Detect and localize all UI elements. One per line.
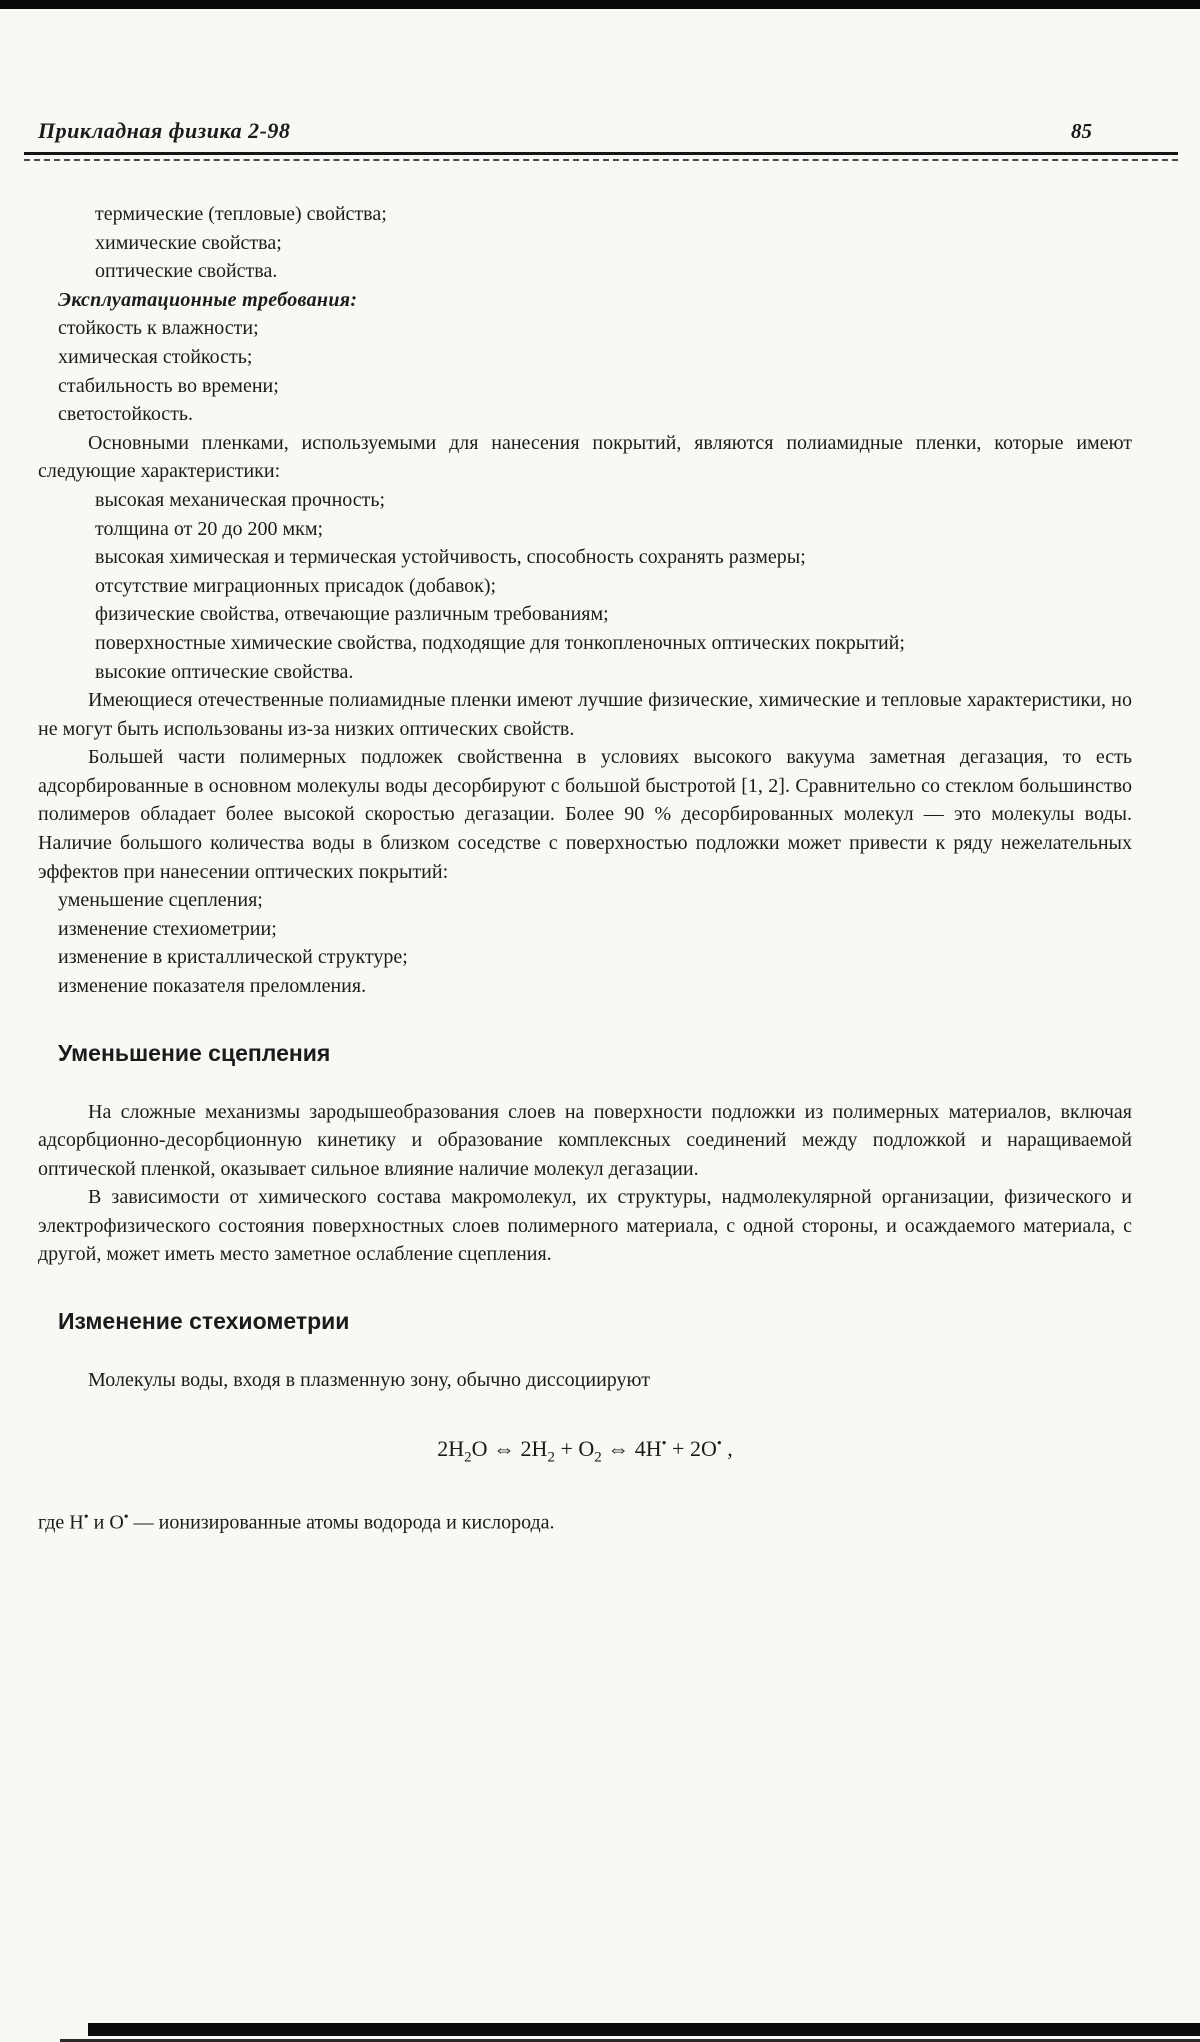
- text-run: O ⇔ 2H: [471, 1435, 548, 1461]
- sup-run: •: [716, 1436, 722, 1452]
- list-item: стабильность во времени;: [58, 374, 279, 397]
- text-run: — ионизированные атомы водорода и кислорода.: [128, 1512, 555, 1535]
- text-run: ,: [721, 1435, 733, 1461]
- paragraph: Молекулы воды, входя в плазменную зону, обычно диссоциируют: [88, 1368, 650, 1391]
- list-item: физические свойства, отвечающие различным требованиям;: [95, 603, 609, 626]
- list-item: уменьшение сцепления;: [58, 889, 263, 912]
- scan-artifact-bottom-bar: [88, 2023, 1200, 2036]
- list-item: изменение стехиометрии;: [58, 917, 277, 940]
- paragraph: Имеющиеся отечественные полиамидные пленки имеют лучшие физические, химические и тепловые характеристики, но не могут быть использованы из-за низких оптических свойств.: [38, 689, 1132, 740]
- list-item: толщина от 20 до 200 мкм;: [95, 517, 324, 540]
- list-item: поверхностные химические свойства, подходящие для тонкопленочных оптических покрытий;: [95, 631, 905, 654]
- list-item: оптические свойства.: [95, 260, 278, 283]
- section-heading: Изменение стехиометрии: [58, 1308, 350, 1335]
- paragraph: На сложные механизмы зародышеобразования слоев на поверхности подложки из полимерных материалов, включая адсорбционно-десорбционную кинетику и образование комплексных соединений между подложкой и наращиваемой оптической пленкой, оказывает сильное влияние наличие молекул дегазации.: [38, 1100, 1132, 1180]
- text-run: и O: [88, 1512, 124, 1535]
- page-number: 85: [1071, 119, 1092, 143]
- list-item: отсутствие миграционных присадок (добавок);: [95, 574, 497, 597]
- sup-run: •: [83, 1510, 89, 1526]
- page-header: [38, 118, 1132, 144]
- list-item: стойкость к влажности;: [58, 317, 259, 340]
- list-item: химическая стойкость;: [58, 345, 253, 368]
- list-item: светостойкость.: [58, 403, 194, 426]
- sup-run: •: [123, 1510, 129, 1526]
- text-run: + 2O: [666, 1435, 717, 1461]
- section-heading: Уменьшение сцепления: [58, 1039, 331, 1066]
- text-run: + O: [554, 1435, 595, 1461]
- sub-run: 2: [464, 1448, 472, 1465]
- paragraph: В зависимости от химического состава макромолекул, их структуры, надмолекулярной организации, физического и электрофизического состояния поверхностных слоев полимерного материала, с одной стороны, и осаждаемого материала, с другой, может иметь место заметное ослабление сцепления.: [38, 1186, 1132, 1266]
- scan-artifact-top-bar: [0, 0, 1200, 9]
- paragraph: Основными пленками, используемыми для нанесения покрытий, являются полиамидные пленки, которые имеют следующие характеристики:: [38, 431, 1132, 483]
- list-item: термические (тепловые) свойства;: [95, 203, 387, 225]
- list-item: химические свойства;: [95, 231, 282, 254]
- list-item: высокие оптические свойства.: [95, 660, 354, 683]
- header-rule-dashed: [24, 159, 1178, 161]
- paragraph: Большей части полимерных подложек свойственна в условиях высокого вакуума заметная дегазация, то есть адсорбированные в основном молекулы воды десорбируют с большой быстротой [1, 2]. Сравнительно со стеклом большинство полимеров обладает более высокой скоростью дегазации. Более 90 % десорбированных молекул — это молекулы воды. Наличие большого количества воды в близком соседстве с поверхностью подложки может привести к ряду нежелательных эффектов при нанесении оптических покрытий:: [38, 746, 1132, 883]
- text-run: ⇔ 4H: [601, 1435, 662, 1461]
- header-rule-solid: [24, 152, 1178, 155]
- list-item: изменение показателя преломления.: [58, 975, 367, 998]
- sub-run: 2: [594, 1448, 602, 1465]
- sup-run: •: [661, 1436, 667, 1452]
- subheading: Эксплуатационные требования:: [58, 288, 358, 311]
- list-item: изменение в кристаллической структуре;: [58, 946, 408, 969]
- list-item: высокая химическая и термическая устойчивость, способность сохранять размеры;: [95, 546, 806, 569]
- sub-run: 2: [547, 1448, 555, 1465]
- chemical-formula: [38, 1433, 1132, 1469]
- text-run: 2H: [437, 1435, 465, 1461]
- document-body: [38, 200, 1132, 1538]
- journal-title: Прикладная физика 2-98: [38, 118, 291, 143]
- text-run: где H: [38, 1512, 84, 1535]
- paragraph: [38, 1508, 1132, 1537]
- list-item: высокая механическая прочность;: [95, 488, 386, 511]
